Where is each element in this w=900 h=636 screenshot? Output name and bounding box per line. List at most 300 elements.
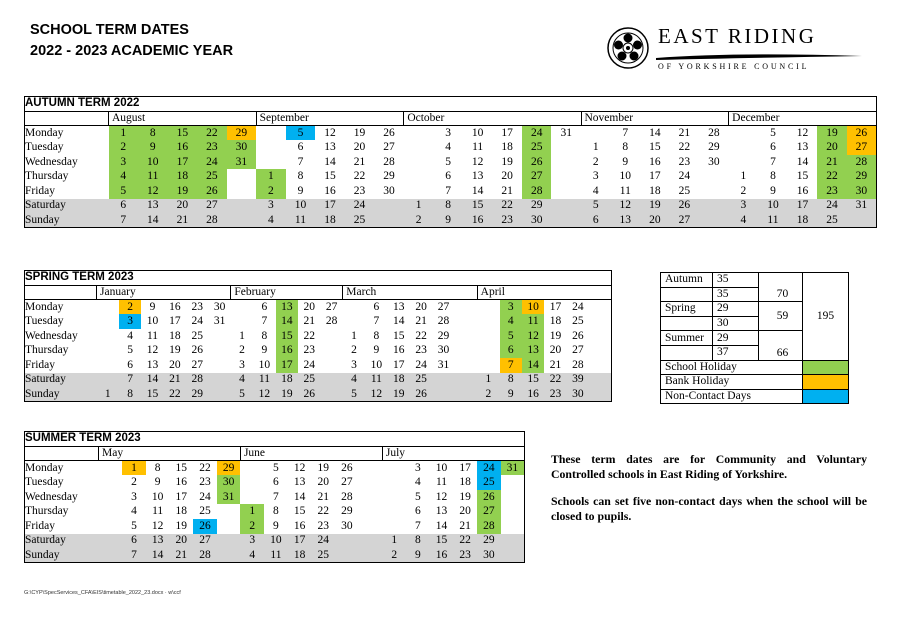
date-cell: 20: [459, 505, 471, 518]
date-cell: 17: [315, 199, 345, 214]
date-cell: 20: [353, 141, 366, 154]
legend-label: Bank Holiday: [661, 375, 803, 390]
date-cell: 8: [500, 373, 522, 388]
date-cell: 31: [847, 199, 877, 214]
date-cell: 18: [459, 476, 471, 489]
date-cell: [455, 373, 477, 388]
day-row: [25, 155, 877, 170]
date-cell: 25: [817, 213, 847, 228]
date-cell: 2: [592, 155, 599, 168]
date-cell: 27: [522, 169, 552, 184]
date-cell: 9: [622, 155, 629, 168]
date-cell: [551, 169, 581, 184]
term-label: Spring: [661, 302, 713, 317]
term-half: 29: [713, 302, 759, 317]
date-cell: [589, 343, 611, 358]
date-cell: 24: [572, 300, 584, 313]
day-label: Saturday: [25, 373, 97, 388]
date-cell: 9: [373, 344, 380, 357]
date-cell: 26: [477, 490, 501, 505]
day-row: [25, 314, 612, 329]
term-total: 59: [759, 302, 803, 331]
date-cell: 21: [501, 184, 513, 197]
date-cell: [359, 534, 383, 549]
date-cell: 16: [168, 140, 198, 155]
date-cell: 1: [240, 504, 264, 519]
date-cell: 23: [817, 184, 847, 199]
date-cell: 14: [324, 155, 336, 168]
term-half: 30: [713, 316, 759, 331]
date-cell: 7: [622, 126, 629, 139]
date-cell: 12: [471, 155, 484, 168]
date-cell: 22: [544, 373, 566, 388]
date-cell: 4: [231, 373, 253, 388]
date-cell: 26: [298, 387, 320, 402]
date-cell: 12: [522, 329, 544, 344]
date-cell: [240, 461, 264, 476]
day-label: Thursday: [25, 344, 69, 357]
date-cell: 20: [501, 170, 513, 183]
date-cell: 23: [317, 519, 329, 532]
date-cell: [208, 329, 230, 344]
date-cell: 14: [293, 490, 306, 503]
date-cell: 11: [152, 505, 164, 518]
day-row: [25, 519, 525, 534]
date-cell: [455, 329, 477, 344]
date-cell: 20: [549, 344, 562, 357]
date-cell: 10: [264, 534, 288, 549]
date-cell: 16: [276, 343, 298, 358]
date-cell: 7: [261, 315, 268, 328]
date-cell: 15: [393, 329, 405, 342]
date-cell: 1: [122, 461, 146, 476]
date-cell: 5: [581, 199, 611, 214]
date-cell: [217, 548, 241, 563]
date-cell: 29: [217, 461, 241, 476]
date-cell: 4: [127, 329, 133, 342]
date-cell: [455, 358, 477, 373]
date-cell: 7: [373, 315, 380, 328]
date-cell: 26: [383, 126, 395, 139]
day-row: [25, 373, 612, 388]
date-cell: 16: [169, 300, 181, 313]
date-cell: 18: [549, 315, 562, 328]
date-cell: 30: [708, 155, 720, 168]
date-cell: 8: [261, 329, 268, 342]
day-label: Thursday: [25, 170, 69, 183]
date-cell: 2: [239, 344, 245, 357]
date-cell: [227, 213, 257, 228]
date-cell: [551, 155, 581, 170]
date-cell: 19: [817, 126, 847, 141]
file-path-footer: G:\CYP\SpecServices_CFA\EIS\timetable_2022_23.docx · w\ccf: [24, 590, 181, 596]
summary-table: [660, 272, 849, 404]
date-cell: 2: [131, 476, 137, 489]
date-cell: 26: [193, 519, 217, 534]
date-cell: [477, 343, 499, 358]
day-row: [25, 343, 612, 358]
legend-swatch-bank: [803, 375, 849, 390]
date-cell: 20: [415, 300, 427, 313]
date-cell: 3: [240, 534, 264, 549]
legend-row-bank: [661, 375, 849, 390]
date-cell: 20: [169, 534, 193, 549]
date-cell: 23: [492, 213, 522, 228]
date-cell: [589, 373, 611, 388]
date-cell: 25: [191, 329, 203, 342]
date-cell: 10: [522, 300, 544, 315]
date-cell: 21: [303, 315, 315, 328]
date-cell: [320, 343, 342, 358]
date-cell: [208, 373, 230, 388]
date-cell: 13: [796, 141, 809, 154]
date-cell: [432, 387, 454, 402]
date-cell: [404, 126, 434, 141]
date-cell: 25: [345, 213, 375, 228]
date-cell: [501, 519, 525, 534]
date-cell: [589, 314, 611, 329]
date-cell: 13: [293, 476, 306, 489]
date-cell: 27: [193, 534, 217, 549]
date-cell: 6: [581, 213, 611, 228]
date-cell: 15: [293, 505, 306, 518]
date-cell: 1: [477, 373, 499, 388]
legend-label: Non-Contact Days: [661, 389, 803, 404]
date-cell: 24: [311, 534, 335, 549]
date-cell: 30: [213, 300, 226, 313]
date-cell: 26: [410, 387, 432, 402]
date-cell: 6: [414, 505, 421, 518]
date-cell: 29: [383, 170, 395, 183]
date-cell: [729, 155, 759, 170]
date-cell: [99, 490, 123, 505]
date-cell: 15: [175, 461, 188, 474]
date-cell: 10: [370, 358, 383, 371]
date-cell: 22: [492, 199, 522, 214]
date-cell: 15: [430, 534, 454, 549]
date-cell: [359, 461, 383, 476]
date-cell: 14: [649, 126, 661, 139]
date-cell: 17: [649, 170, 661, 183]
date-cell: [99, 475, 123, 490]
summary-row: [661, 273, 849, 288]
month-header: July: [382, 446, 524, 461]
date-cell: [432, 373, 454, 388]
date-cell: 7: [122, 548, 146, 563]
date-cell: 15: [796, 170, 809, 183]
date-cell: 21: [678, 126, 691, 139]
date-cell: [320, 329, 342, 344]
day-row: [25, 534, 525, 549]
date-cell: 25: [410, 373, 432, 388]
date-cell: 6: [445, 170, 451, 183]
date-cell: 10: [258, 358, 271, 371]
date-cell: 18: [388, 373, 410, 388]
date-cell: 11: [264, 548, 288, 563]
date-cell: 29: [847, 169, 877, 184]
date-cell: [217, 504, 241, 519]
date-cell: 13: [324, 141, 336, 154]
month-header: November: [581, 111, 729, 126]
date-cell: 29: [437, 329, 450, 342]
date-cell: 28: [437, 315, 450, 328]
date-cell: 6: [109, 199, 139, 214]
date-cell: [699, 199, 729, 214]
date-cell: 19: [276, 387, 298, 402]
date-cell: 23: [453, 548, 477, 563]
date-cell: 28: [572, 358, 584, 371]
date-cell: 3: [256, 199, 286, 214]
date-cell: 30: [437, 344, 450, 357]
date-cell: 31: [560, 126, 572, 139]
date-cell: 24: [303, 358, 315, 371]
legend-row-noncontact: [661, 389, 849, 404]
date-cell: 7: [297, 155, 304, 168]
date-cell: 8: [373, 329, 380, 342]
day-row: [25, 300, 612, 315]
grand-total: 195: [803, 273, 849, 361]
logo-subtitle: OF YORKSHIRE COUNCIL: [658, 62, 810, 71]
date-cell: 10: [146, 315, 159, 328]
date-cell: 7: [109, 213, 139, 228]
date-cell: [404, 140, 434, 155]
day-label: Tuesday: [25, 315, 64, 328]
date-cell: 30: [522, 213, 552, 228]
date-cell: 22: [199, 461, 211, 474]
date-cell: [335, 534, 359, 549]
date-cell: [99, 504, 123, 519]
date-cell: 21: [317, 490, 329, 503]
date-cell: 21: [459, 519, 471, 532]
date-cell: 24: [199, 490, 211, 503]
date-cell: 1: [351, 329, 357, 342]
term-label: Autumn: [661, 273, 713, 288]
month-header: August: [109, 111, 257, 126]
date-cell: 31: [501, 461, 525, 476]
date-cell: 21: [353, 155, 366, 168]
date-cell: 23: [544, 387, 566, 402]
date-cell: [97, 314, 119, 329]
date-cell: 8: [273, 505, 279, 518]
date-cell: [359, 490, 383, 505]
date-cell: [208, 343, 230, 358]
date-cell: 13: [611, 213, 641, 228]
date-cell: 3: [351, 358, 357, 371]
date-cell: [551, 213, 581, 228]
date-cell: 21: [169, 548, 193, 563]
summer-term-table: [24, 431, 525, 563]
date-cell: [477, 300, 499, 315]
date-cell: 8: [119, 387, 141, 402]
date-cell: 5: [273, 461, 279, 474]
date-cell: 14: [522, 358, 544, 373]
date-cell: [589, 387, 611, 402]
date-cell: 23: [678, 155, 691, 168]
date-cell: [382, 461, 406, 476]
date-cell: 8: [622, 141, 629, 154]
day-label: Tuesday: [25, 476, 64, 489]
date-cell: 20: [817, 140, 847, 155]
date-cell: 29: [522, 199, 552, 214]
date-cell: 18: [501, 141, 513, 154]
date-cell: 4: [131, 505, 137, 518]
date-cell: [208, 358, 230, 373]
date-cell: [382, 519, 406, 534]
date-cell: [699, 169, 729, 184]
date-cell: [359, 519, 383, 534]
date-cell: [97, 343, 119, 358]
date-cell: 30: [227, 140, 257, 155]
date-cell: 18: [175, 505, 188, 518]
date-cell: 1: [740, 170, 747, 183]
date-cell: 21: [415, 315, 427, 328]
date-cell: 5: [127, 344, 133, 357]
date-cell: 28: [197, 213, 227, 228]
date-cell: 6: [373, 300, 380, 313]
date-cell: 5: [343, 387, 365, 402]
date-cell: [99, 534, 123, 549]
date-cell: 25: [477, 475, 501, 490]
date-cell: [699, 213, 729, 228]
date-cell: 31: [217, 490, 241, 505]
date-cell: 9: [273, 519, 279, 532]
date-cell: 16: [796, 184, 809, 197]
date-cell: 26: [522, 155, 552, 170]
date-cell: 23: [197, 140, 227, 155]
date-cell: 9: [149, 300, 156, 313]
date-cell: 6: [273, 476, 279, 489]
date-cell: 4: [445, 141, 451, 154]
day-label: Monday: [25, 461, 64, 474]
date-cell: 15: [276, 329, 298, 344]
date-cell: [847, 213, 877, 228]
date-cell: 7: [273, 490, 279, 503]
date-cell: 9: [433, 213, 463, 228]
date-cell: 12: [146, 344, 159, 357]
date-cell: [227, 184, 257, 199]
day-label: Wednesday: [25, 490, 78, 503]
date-cell: 7: [445, 184, 451, 197]
date-cell: [589, 329, 611, 344]
legend-row-holiday: [661, 360, 849, 375]
date-cell: 39: [567, 373, 589, 388]
date-cell: 19: [640, 199, 670, 214]
date-cell: [729, 140, 759, 155]
date-cell: 27: [670, 213, 700, 228]
date-cell: 13: [393, 300, 405, 313]
date-cell: 18: [315, 213, 345, 228]
date-cell: 1: [592, 141, 599, 154]
date-cell: 9: [770, 184, 776, 197]
logo-title: EAST RIDING: [658, 24, 817, 48]
date-cell: 30: [341, 519, 353, 532]
date-cell: [97, 329, 119, 344]
date-cell: 27: [477, 504, 501, 519]
date-cell: 14: [435, 519, 448, 532]
date-cell: 10: [151, 490, 164, 503]
page-subtitle: 2022 - 2023 ACADEMIC YEAR: [30, 43, 234, 59]
date-cell: 2: [240, 519, 264, 534]
month-header: December: [729, 111, 877, 126]
date-cell: 19: [388, 387, 410, 402]
date-cell: 29: [341, 505, 353, 518]
date-cell: [382, 504, 406, 519]
date-cell: 28: [325, 315, 338, 328]
date-cell: 12: [365, 387, 387, 402]
date-cell: 2: [351, 344, 357, 357]
date-cell: 2: [256, 184, 286, 199]
month-header: April: [477, 285, 611, 300]
date-cell: 4: [256, 213, 286, 228]
date-cell: 1: [382, 534, 406, 549]
date-cell: 5: [500, 329, 522, 344]
day-label: Friday: [25, 358, 56, 371]
day-label: Sunday: [25, 213, 109, 228]
date-cell: 21: [549, 358, 562, 371]
date-cell: [335, 548, 359, 563]
day-row: [25, 548, 525, 563]
date-cell: [208, 387, 230, 402]
date-cell: [359, 475, 383, 490]
day-row: [25, 358, 612, 373]
date-cell: 24: [522, 126, 552, 141]
rose-crest-icon: [606, 26, 650, 70]
date-cell: [240, 490, 264, 505]
notes: [551, 452, 867, 536]
date-cell: 21: [168, 213, 198, 228]
date-cell: 26: [197, 184, 227, 199]
date-cell: 11: [522, 314, 544, 329]
date-cell: 28: [186, 373, 208, 388]
date-cell: [227, 199, 257, 214]
date-cell: 5: [286, 126, 316, 141]
date-cell: 28: [522, 184, 552, 199]
date-cell: [477, 358, 499, 373]
date-cell: 12: [435, 490, 448, 503]
date-cell: 20: [168, 199, 198, 214]
date-cell: 17: [393, 358, 405, 371]
date-cell: 20: [303, 300, 315, 313]
term-title: SUMMER TERM 2023: [25, 432, 525, 447]
day-row: [25, 461, 525, 476]
date-cell: 29: [227, 126, 257, 141]
date-cell: [501, 490, 525, 505]
date-cell: 17: [459, 461, 471, 474]
legend-swatch-noncontact: [803, 389, 849, 404]
date-cell: 15: [649, 141, 661, 154]
date-cell: 14: [138, 213, 168, 228]
date-cell: 15: [463, 199, 493, 214]
date-cell: 20: [317, 476, 329, 489]
date-cell: 27: [437, 300, 450, 313]
date-cell: [320, 358, 342, 373]
date-cell: 8: [433, 199, 463, 214]
date-cell: [256, 140, 286, 155]
date-cell: 6: [500, 343, 522, 358]
date-cell: 30: [383, 184, 395, 197]
date-cell: [374, 213, 404, 228]
day-label: Friday: [25, 519, 56, 532]
date-cell: [699, 184, 729, 199]
day-label: Monday: [25, 300, 64, 313]
date-cell: 14: [471, 184, 484, 197]
date-cell: 10: [619, 170, 632, 183]
date-cell: 5: [445, 155, 451, 168]
date-cell: 24: [817, 199, 847, 214]
date-cell: 1: [97, 387, 119, 402]
term-total: 66: [759, 331, 803, 360]
date-cell: 15: [324, 170, 336, 183]
